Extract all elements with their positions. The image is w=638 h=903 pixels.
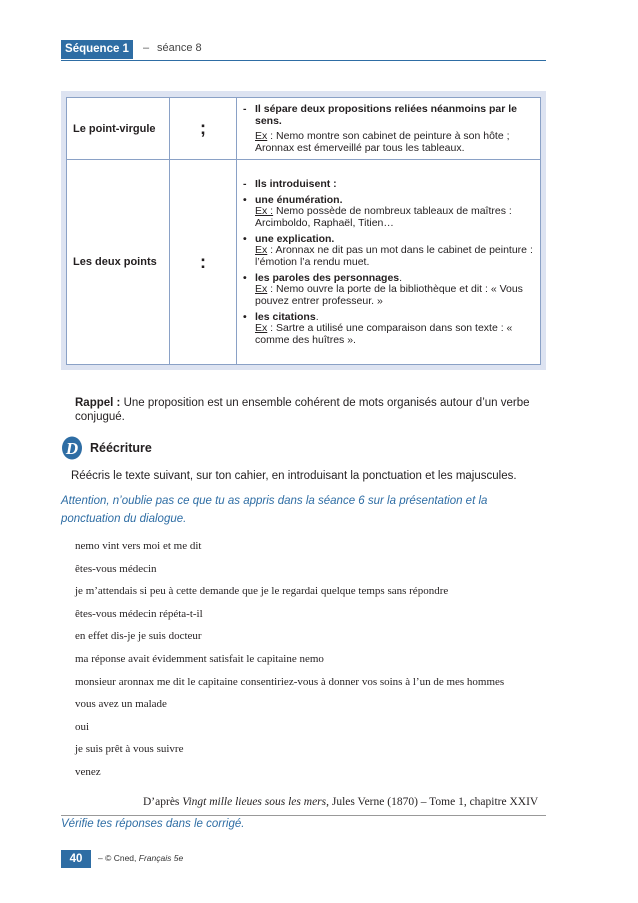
page-number: 40 — [61, 850, 91, 868]
reminder-note — [75, 396, 535, 424]
header-rule — [61, 60, 546, 61]
list-item: • une énumération. — [243, 194, 343, 206]
exercise-note: Attention, n’oublie pas ce que tu as appris dans la séance 6 sur la présentation et la ponctuation du dialogue. — [61, 495, 488, 525]
text-line: êtes-vous médecin répéta-t-il — [75, 607, 203, 620]
rule-text: Il sépare deux propositions reliées néanmoins par le sens. — [255, 103, 518, 127]
list-item: • les citations. — [243, 311, 319, 323]
text-line: ma réponse avait évidemment satisfait le capitaine nemo — [75, 652, 324, 665]
section-d-icon — [61, 436, 83, 460]
text-line: je m’attendais si peu à cette demande que je le regardai quelque temps sans répondre — [75, 585, 449, 598]
text-line: monsieur aronnax me dit le capitaine consentiriez-vous à donner vos soins à l’un de mes hommes — [75, 675, 505, 688]
row-name: Le point-virgule — [67, 98, 170, 160]
text-line: venez — [75, 765, 101, 778]
list-item: • une explication. — [243, 233, 335, 245]
table-row-colon — [67, 160, 541, 365]
table-row-semicolon — [67, 98, 541, 160]
text-line: oui — [75, 720, 90, 733]
section-title: Réécriture — [90, 441, 152, 455]
example: Ex : Nemo ouvre la porte de la bibliothèque et dit : « Vous pouvez entrer professeur. » — [255, 283, 523, 307]
source-rule — [61, 815, 546, 816]
verify-note: Vérifie tes réponses dans le corrigé. — [61, 818, 245, 830]
text-line: êtes-vous médecin — [75, 562, 157, 575]
svg-text:D: D — [65, 439, 79, 458]
text-line: nemo vint vers moi et me dit — [75, 540, 202, 552]
reminder-text: Une proposition est un ensemble cohérent de mots organisés autour d’un verbe conjugué. — [75, 397, 530, 423]
sequence-badge: Séquence 1 — [61, 40, 133, 59]
exercise-instruction: Réécris le texte suivant, sur ton cahier, en introduisant la ponctuation et les majuscules. — [71, 470, 517, 482]
text-line: en effet dis-je je suis docteur — [75, 630, 202, 643]
example: Ex : Sartre a utilisé une comparaison dans son texte : « comme des huîtres ». — [255, 322, 513, 346]
row-description — [237, 160, 541, 365]
punctuation-table — [66, 97, 541, 365]
punctuation-table-frame — [61, 91, 546, 370]
intro-text: Ils introduisent : — [255, 178, 337, 190]
dash-marker: - — [243, 103, 247, 115]
footer-copyright: – © Cned, Français 5e — [98, 853, 184, 863]
list-item: • les paroles des personnages. — [243, 272, 403, 284]
text-line: vous avez un malade — [75, 698, 167, 711]
row-symbol: : — [170, 160, 237, 365]
example: Ex : Nemo possède de nombreux tableaux de maîtres : Arcimboldo, Raphaël, Titien… — [255, 205, 512, 229]
row-name: Les deux points — [67, 160, 170, 365]
row-description — [237, 98, 541, 160]
page-header — [61, 40, 546, 62]
example: Ex : Nemo montre son cabinet de peinture à son hôte ; Aronnax est émerveillé par tous les tableaux. — [255, 130, 510, 154]
reminder-label: Rappel : — [75, 397, 121, 409]
session-label: séance 8 — [157, 42, 202, 54]
example: Ex : Aronnax ne dit pas un mot dans le cabinet de peinture : l’émotion l’a rendu muet. — [255, 244, 533, 268]
text-line: je suis prêt à vous suivre — [75, 743, 184, 756]
exercise-text — [75, 535, 545, 784]
row-symbol: ; — [170, 98, 237, 160]
header-separator: – — [143, 42, 150, 54]
source-citation: D’après Vingt mille lieues sous les mers, Jules Verne (1870) – Tome 1, chapitre XXIV — [143, 796, 539, 808]
dash-marker: - — [243, 178, 247, 190]
